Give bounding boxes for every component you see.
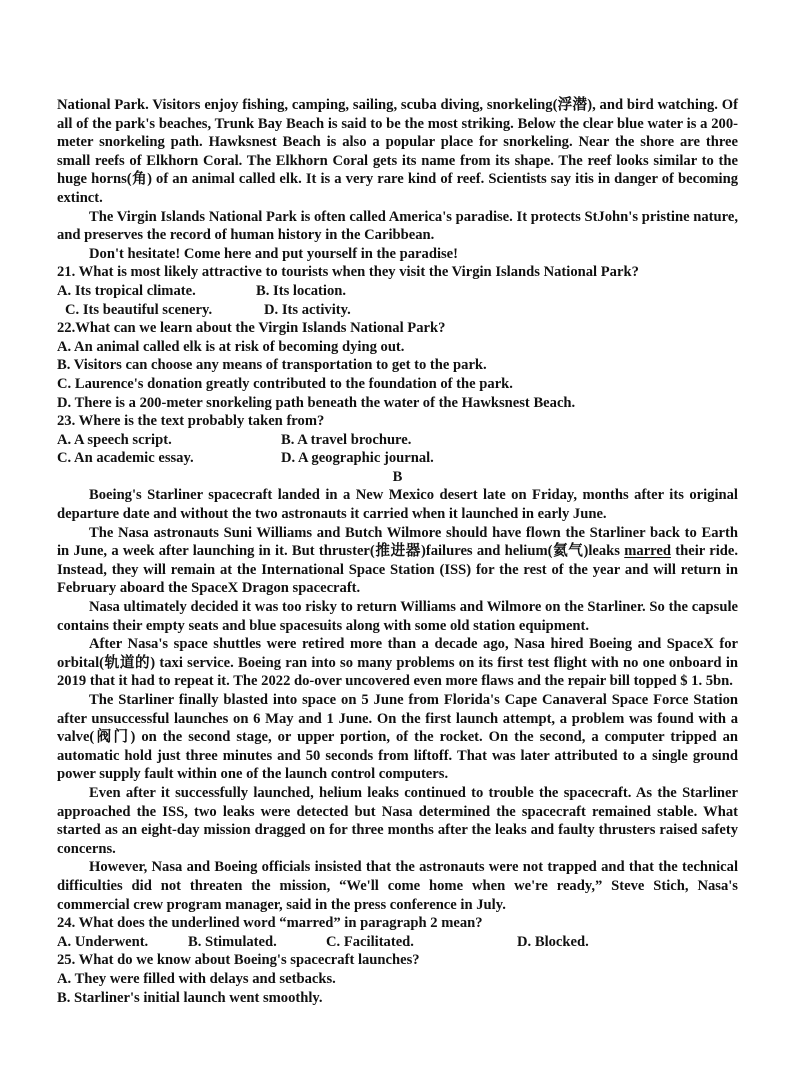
question-23-stem: 23. Where is the text probably taken from? [57, 413, 325, 430]
question-24-option-d: D. Blocked. [517, 933, 589, 950]
question-22-stem: 22.What can we learn about the Virgin Islands National Park? [57, 320, 446, 337]
question-24-option-a: A. Underwent. [57, 933, 149, 950]
question-25-option-a: A. They were filled with delays and setbacks. [57, 970, 336, 987]
passage-b-paragraph-3: Nasa ultimately decided it was too risky to return Williams and Wilmore on the Starliner. So the capsule contains their empty seats and blue spacesuits along with some old station equipment. [57, 599, 738, 634]
passage-b-paragraph-5: The Starliner finally blasted into space on 5 June from Florida's Cape Canaveral Space Force Station after unsuccessful launches on 6 May and 1 June. On the first launch attempt, a problem was found with a valve(阀门) on the second stage, or upper portion, of the rocket. On the second, a computer tripped an automatic hold just three minutes and 50 seconds from liftoff. That was later attributed to a single ground power supply fault within one of the launch control computers. [57, 692, 738, 783]
question-21 [57, 263, 738, 319]
question-21-options-row-2 [57, 301, 738, 320]
question-22-option-b: B. Visitors can choose any means of transportation to get to the park. [57, 357, 487, 374]
question-24-option-b: B. Stimulated. [188, 933, 277, 950]
passage-b-paragraph-4: After Nasa's space shuttles were retired more than a decade ago, Nasa hired Boeing and SpaceX for orbital(轨道的) taxi service. Boeing ran into so many problems on its first test flight with no one onboard in 2019 that it had to repeat it. The 2022 do-over uncovered even more flaws and the repair bill topped $ 1. 5bn. [57, 636, 738, 690]
passage-b-paragraph-1: Boeing's Starliner spacecraft landed in a New Mexico desert late on Friday, months after its original departure date and without the two astronauts it carried when it launched in early June. [57, 487, 738, 523]
question-22-option-d: D. There is a 200-meter snorkeling path beneath the water of the Hawksnest Beach. [57, 394, 576, 411]
question-24-options [57, 933, 738, 952]
underlined-word: marred [624, 543, 671, 560]
question-25-stem: 25. What do we know about Boeing's spacecraft launches? [57, 952, 420, 969]
passage-a-paragraph-1: National Park. Visitors enjoy fishing, camping, sailing, scuba diving, snorkeling(浮潜), and bird watching. Of all of the park's beaches, Trunk Bay Beach is said to be the most striking. Below the clear blue water is a 200-meter snorkeling path. Hawksnest Beach is also a popular place for snorkeling. Near the shore are three small reefs of Elkhorn Coral. The Elkhorn Coral gets its name from its shape. The reef looks similar to the huge horns(角) of an animal called elk. It is a very rare kind of reef. Scientists say itis in danger of becoming extinct. [57, 97, 738, 206]
question-21-option-d: D. Its activity. [264, 301, 351, 318]
question-21-options-row-1 [57, 282, 738, 301]
passage-a-paragraph-3: Don't hesitate! Come here and put yourself in the paradise! [89, 245, 459, 262]
passage-a-paragraph-2: The Virgin Islands National Park is often called America's paradise. It protects StJohn's pristine nature, and preserves the record of human history in the Caribbean. [57, 208, 738, 244]
question-25-option-b: B. Starliner's initial launch went smoothly. [57, 989, 323, 1006]
question-21-option-a: A. Its tropical climate. [57, 282, 196, 299]
question-25 [57, 951, 738, 1007]
question-23 [57, 412, 738, 468]
question-24 [57, 914, 738, 951]
question-22 [57, 319, 738, 412]
section-heading-b: B [392, 468, 403, 485]
question-23-option-a: A. A speech script. [57, 431, 172, 448]
question-23-option-c: C. An academic essay. [57, 450, 194, 467]
question-22-option-c: C. Laurence's donation greatly contributed to the foundation of the park. [57, 375, 513, 392]
question-21-stem: 21. What is most likely attractive to tourists when they visit the Virgin Islands National Park? [57, 264, 639, 281]
question-23-option-d: D. A geographic journal. [281, 450, 434, 467]
passage-b-paragraph-2 [57, 524, 738, 598]
passage-b-paragraph-6: Even after it successfully launched, helium leaks continued to trouble the spacecraft. As the Starliner approached the ISS, two leaks were detected but Nasa determined the spacecraft remained stable. What started as an eight-day mission dragged on for three months after the leaks and faulty thrusters raised safety concerns. [57, 784, 738, 857]
question-23-options-row-2 [57, 449, 738, 468]
question-24-stem: 24. What does the underlined word “marred” in paragraph 2 mean? [57, 915, 483, 932]
question-22-option-a: A. An animal called elk is at risk of becoming dying out. [57, 338, 405, 355]
passage-b-paragraph-2-end: their ride. Instead, they will remain at the International Space Station (ISS) for the rest of the year and will return in February aboard the SpaceX Dragon spacecraft. [57, 543, 738, 597]
question-23-options-row-1 [57, 431, 738, 450]
question-24-option-c: C. Facilitated. [326, 933, 414, 950]
question-21-option-c: C. Its beautiful scenery. [65, 301, 213, 318]
passage-b-paragraph-7: However, Nasa and Boeing officials insisted that the astronauts were not trapped and that the technical difficulties did not threaten the mission, “We'll come home when we're ready,” Steve Stich, Nasa's commercial crew program manager, said in the press conference in July. [57, 859, 738, 913]
question-23-option-b: B. A travel brochure. [281, 431, 412, 448]
question-21-option-b: B. Its location. [256, 282, 346, 299]
passage-b-paragraph-2-start: The Nasa astronauts Suni Williams and Butch Wilmore should have flown the Starliner back to Earth in June, a week after launching in it. But thruster(推进器)failures and helium(氦气)leaks [57, 524, 738, 560]
